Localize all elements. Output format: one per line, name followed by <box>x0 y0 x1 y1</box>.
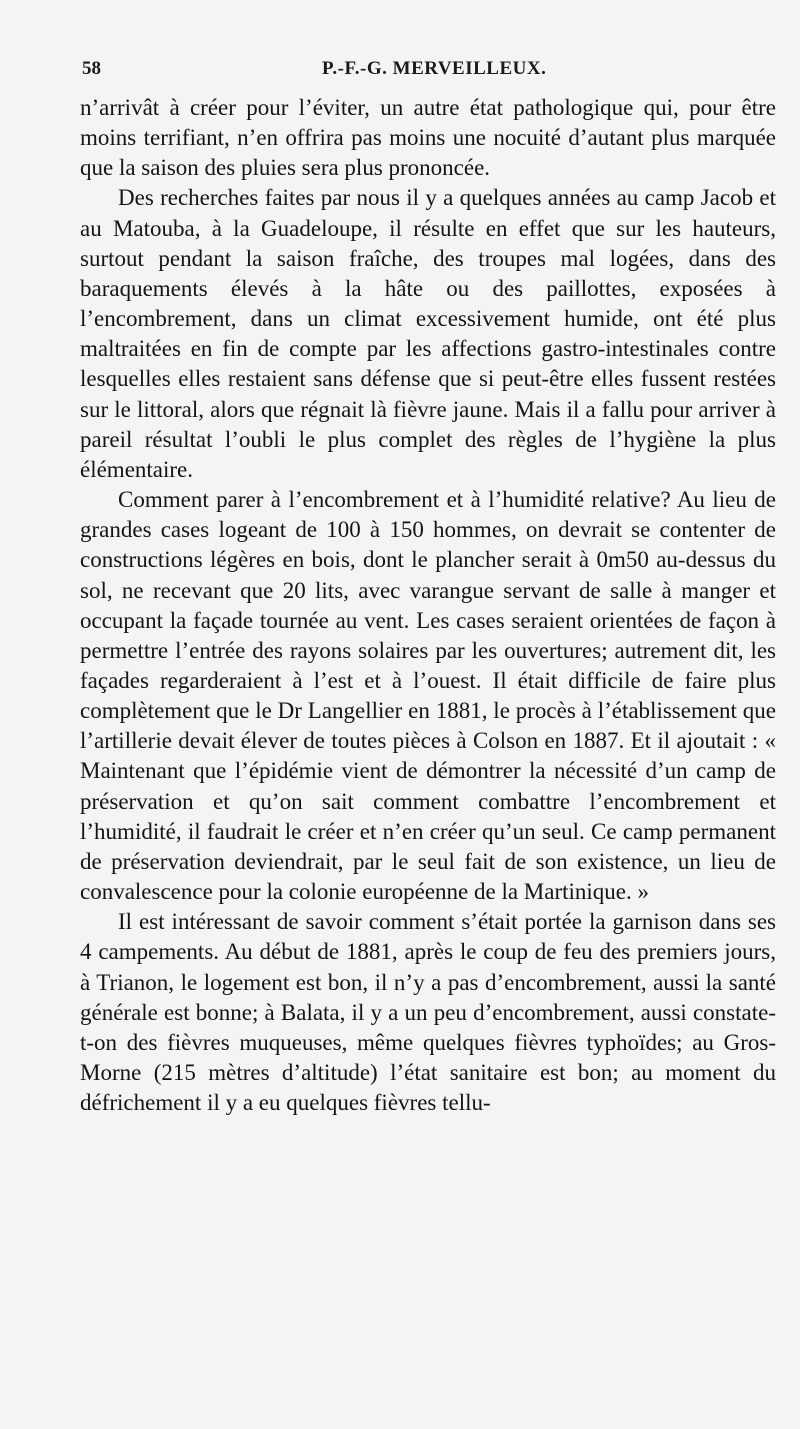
paragraph: Il est intéressant de savoir comment s’était portée la garnison dans ses 4 campements. Au début de 1881, après le coup de feu des premiers jours, à Trianon, le logement est bon, il n’y a pas d’encombrement, aussi la santé générale est bonne; à Balata, il y a un peu d’encombrement, aussi constate-t-on des fièvres muqueuses, même quelques fièvres typhoïdes; au Gros-Morne (215 mètres d’altitude) l’état sanitaire est bon; au moment du défrichement il y a eu quelques fièvres tellu- <box>80 909 776 1116</box>
page-header <box>82 58 772 88</box>
body-text <box>80 93 776 1118</box>
paragraph: Des recherches faites par nous il y a quelques années au camp Jacob et au Matouba, à la Guadeloupe, il résulte en effet que sur les hauteurs, surtout pendant la saison fraîche, des troupes mal logées, dans des baraquements élevés à la hâte ou des paillottes, exposées à l’encombrement, dans un climat excessivement humide, ont été plus maltraitées en fin de compte par les affections gastro-intestinales contre lesquelles elles restaient sans défense que si peut-être elles fussent restées sur le littoral, alors que régnait là fièvre jaune. Mais il a fallu pour arriver à pareil résultat l’oubli le plus complet des règles de l’hygiène la plus élémentaire. <box>80 185 776 482</box>
paragraph: Comment parer à l’encombrement et à l’humidité relative? Au lieu de grandes cases logeant de 100 à 150 hommes, on devrait se contenter de constructions légères en bois, dont le plancher serait à 0m50 au-dessus du sol, ne recevant que 20 lits, avec varangue servant de salle à manger et occupant la façade tournée au vent. Les cases seraient orientées de façon à permettre l’entrée des rayons solaires par les ouvertures; autrement dit, les façades regarderaient à l’est et à l’ouest. Il était difficile de faire plus complètement que le Dr Langellier en 1881, le procès à l’établissement que l’artillerie devait élever de toutes pièces à Colson en 1887. Et il ajoutait : « Maintenant que l’épidémie vient de démontrer la nécessité d’un camp de préservation et qu’on sait comment combattre l’encombrement et l’humidité, il faudrait le créer et n’en créer qu’un seul. Ce camp permanent de préservation deviendrait, par le seul fait de son existence, un lieu de convalescence pour la colonie européenne de la Martinique. » <box>80 487 776 905</box>
page-number: 58 <box>82 58 101 79</box>
running-head: P.-F.-G. MERVEILLEUX. <box>322 58 547 79</box>
paragraph: n’arrivât à créer pour l’éviter, un autre état pathologique qui, pour être moins terrifiant, n’en offrira pas moins une nocuité d’autant plus marquée que la saison des pluies sera plus prononcée. <box>80 95 776 181</box>
